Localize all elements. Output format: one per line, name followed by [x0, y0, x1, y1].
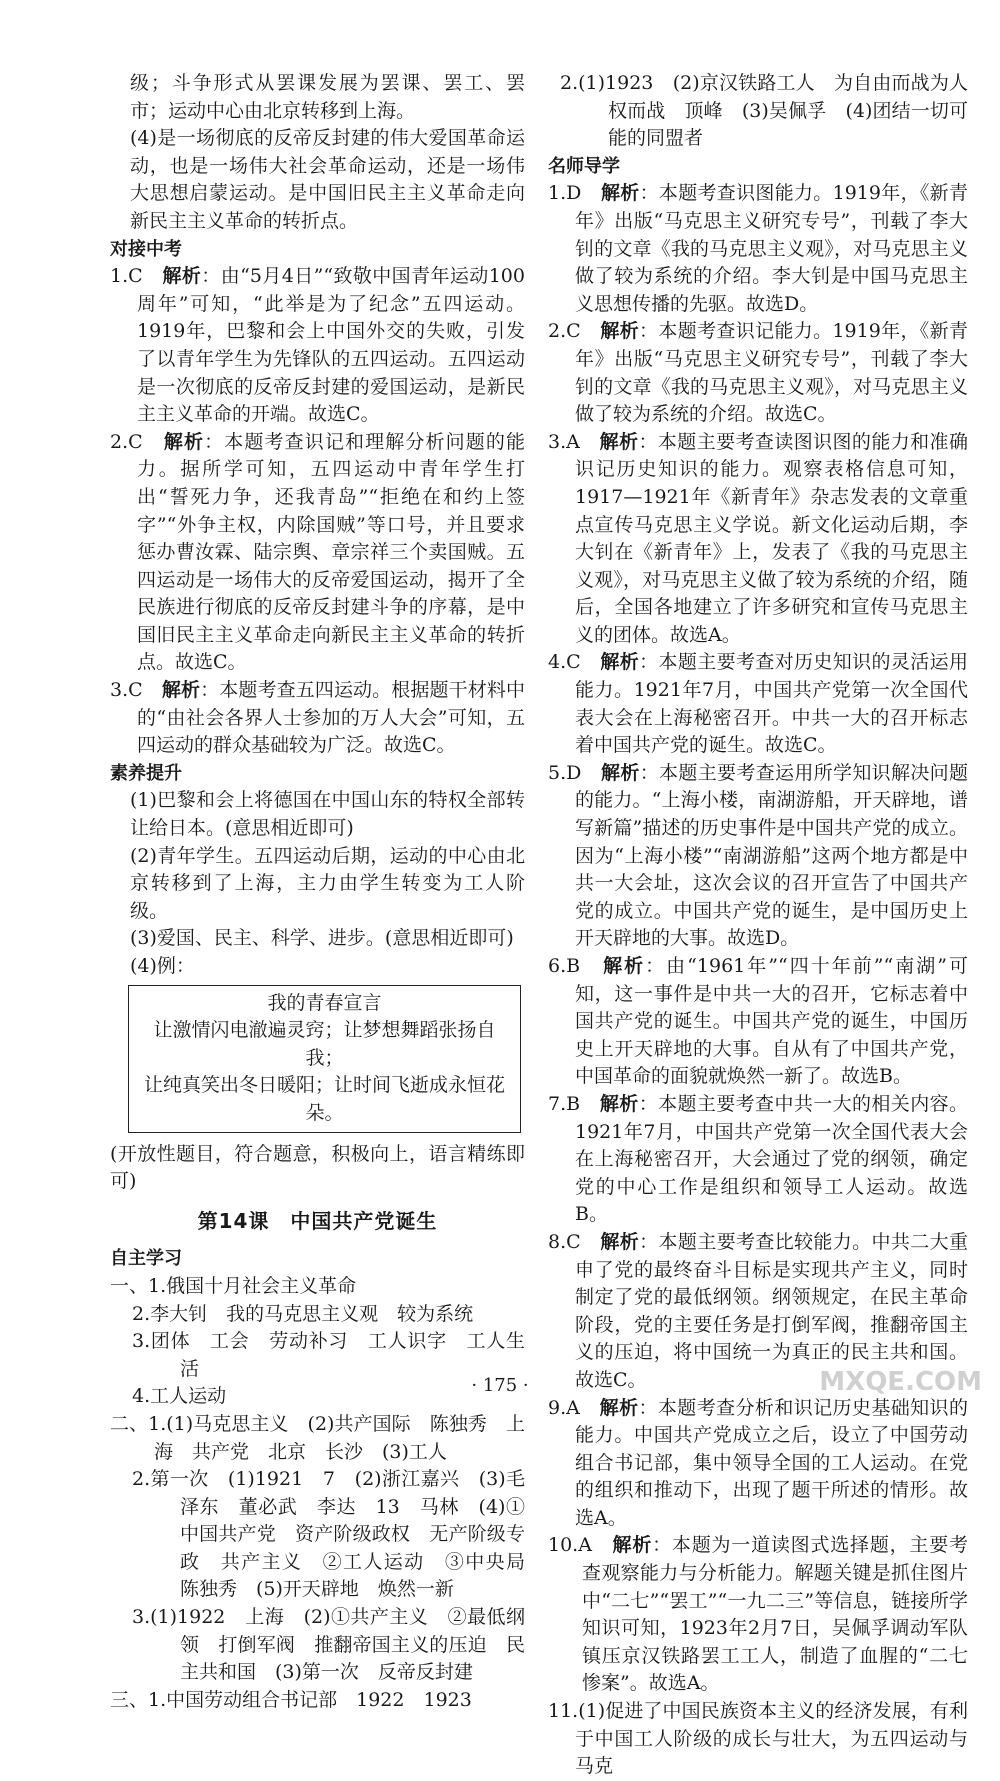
answer-item: 10.A 解析：本题为一道读图式选择题，主要考查观察能力与分析能力。解题关键是抓住图片中“二七”“罢工”“一九二三”等信息，链接所学知识可知，1923年2月7日，吴佩孚调动军队镇压京汉铁路罢工工人，制造了血腥的“二七惨案”。故选A。	[548, 1534, 968, 1695]
suyang-answer-4: (4)例：	[130, 955, 195, 977]
answer-item: 3.A 解析：本题主要考查读图识图的能力和准确识记历史知识的能力。观察表格信息可知，1917—1921年《新青年》杂志发表的文章重点宣传马克思主义学说。新文化运动后期，李大钊在《新青年》上，发表了《我的马克思主义观》，对马克思主义做了较为系统的介绍，随后，全国各地建立了许多研究和宣传马克思主义的团体。故选A。	[548, 430, 968, 646]
answer-item: 9.A 解析：本题考查分析和识记历史基础知识的能力。中国共产党成立之后，设立了中国劳动组合书记部，集中领导全国的工人运动。在党的组织和推动下，出现了题干所述的情形。故选A。	[548, 1396, 968, 1529]
answer-item: 11.(1)促进了中国民族资本主义的经济发展，有利于中国工人阶级的成长与壮大，为五四运动与马克	[548, 1700, 968, 1778]
watermark-logo: MXQE.COM	[819, 1367, 982, 1397]
section-heading-suyang: 素养提升	[110, 762, 182, 784]
zizhu-line: 一、1.俄国十月社会主义革命	[110, 1274, 357, 1297]
lesson-title: 第14课 中国共产党诞生	[197, 1208, 438, 1233]
answer-item: 1.D 解析：本题考查识图能力。1919年，《新青年》出版“马克思主义研究专号”，刊载了李大钊的文章《我的马克思主义观》，对马克思主义做了较为系统的介绍。李大钊是中国马克思主义思想传播的先驱。故选D。	[548, 182, 968, 315]
box-title: 我的青春宣言	[267, 991, 382, 1014]
zizhu-line: 3.(1)1922 上海 (2)①共产主义 ②最低纲领 打倒军阀 推翻帝国主义的压迫 民主共和国 (3)第一次 反帝反封建	[132, 1606, 525, 1684]
answer-item: 6.B 解析：由“1961年”“四十年前”“南湖”可知，这一事件是中共一大的召开，它标志着中国共产党的诞生。中国共产党的诞生，中国历史上开天辟地的大事。自从有了中国共产党，中国革命的面貌就焕然一新了。故选B。	[548, 955, 968, 1088]
section-heading-zizhu: 自主学习	[110, 1248, 182, 1270]
suyang-answer-2: (2)青年学生。五四运动后期，运动的中心由北京转移到了上海，主力由学生转变为工人阶级。	[130, 844, 525, 922]
zizhu-line: 二、1.(1)马克思主义 (2)共产国际 陈独秀 上海 共产党 北京 长沙 (3)工人	[110, 1412, 525, 1463]
zizhu-line: 三、1.中国劳动组合书记部 1922 1923	[110, 1688, 472, 1711]
zizhu-line: 2.李大钊 我的马克思主义观 较为系统	[132, 1302, 474, 1325]
intro-paragraph-2: (4)是一场彻底的反帝反封建的伟大爱国革命运动，也是一场伟大社会革命运动，还是一场伟大思想启蒙运动。是中国旧民主主义革命走向新民主主义革命的转折点。	[130, 127, 525, 232]
answer-item: 3.C 解析：本题考查五四运动。根据题干材料中的“由社会各界人士参加的万人大会”可知，五四运动的群众基础较为广泛。故选C。	[110, 679, 525, 757]
mingshi-answer-list	[548, 180, 968, 1780]
answer-item: 5.D 解析：本题主要考查运用所学知识解决问题的能力。“上海小楼，南湖游船，开天辟地，谱写新篇”描述的历史事件是中国共产党的成立。因为“上海小楼”“南湖游船”这两个地方都是中共一大会址，这次会议的召开宣告了中国共产党的成立。中国共产党的诞生，是中国历史上开天辟地的大事。故选D。	[548, 761, 968, 950]
suyang-answer-3: (3)爱国、民主、科学、进步。(意思相近即可)	[130, 927, 514, 950]
answer-item: 2.C 解析：本题考查识记能力。1919年，《新青年》出版“马克思主义研究专号”，刊载了李大钊的文章《我的马克思主义观》，对马克思主义做了较为系统的介绍。故选C。	[548, 320, 968, 426]
youth-declaration-box	[128, 985, 521, 1133]
intro-paragraph-1: 级；斗争形式从罢课发展为罢课、罢工、罢市；运动中心由北京转移到上海。	[130, 72, 525, 122]
box-line: 让激情闪电澈遍灵窍；让梦想舞蹈张扬自我；	[153, 1019, 496, 1069]
answer-item: 1.C 解析：由“5月4日”“致敬中国青年运动100周年”可知，“此举是为了纪念”五四运动。1919年，巴黎和会上中国外交的失败，引发了以青年学生为先锋队的五四运动。五四运动是一次彻底的反帝反封建的爱国运动，是新民主主义革命的开端。故选C。	[110, 265, 525, 426]
right-column	[548, 70, 968, 1781]
section-heading-zhongkao: 对接中考	[110, 238, 182, 260]
top-answer: 2.(1)1923 (2)京汉铁路工人 为自由而战为人权而战 顶峰 (3)吴佩孚 (4)团结一切可能的同盟者	[560, 72, 968, 150]
answer-item: 2.C 解析：本题考查识记和理解分析问题的能力。据所学可知，五四运动中青年学生打出“誓死力争，还我青岛”“拒绝在和约上签字”“外争主权，内除国贼”等口号，并且要求惩办曹汝霖、陆宗舆、章宗祥三个卖国贼。五四运动是一场伟大的反帝爱国运动，揭开了全民族进行彻底的反帝反封建斗争的序幕，是中国旧民主主义革命走向新民主主义革命的转折点。故选C。	[110, 430, 525, 674]
answer-item: 8.C 解析：本题主要考查比较能力。中共二大重申了党的最终奋斗目标是实现共产主义，同时制定了党的最低纲领。纲领规定，在民主革命阶段，党的主要任务是打倒军阀，推翻帝国主义的压迫，将中国统一为真正的民主共和国。故选C。	[548, 1230, 968, 1391]
answer-item: 7.B 解析：本题主要考查中共一大的相关内容。1921年7月，中国共产党第一次全国代表大会在上海秘密召开，大会通过了党的纲领，确定党的中心工作是组织和领导工人运动。故选B。	[548, 1092, 968, 1226]
section-heading-mingshi: 名师导学	[548, 155, 620, 177]
left-column	[110, 70, 545, 1714]
zizhu-line: 2.第一次 (1)1921 7 (2)浙江嘉兴 (3)毛泽东 董必武 李达 13 马林 (4)①中国共产党 资产阶级政权 无产阶级专政 共产主义 ②工人运动 ③中央局 陈独秀 (5)开天辟地 焕然一新	[132, 1468, 545, 1601]
zizhu-line: 3.团体 工会 劳动补习 工人识字 工人生活	[132, 1330, 525, 1380]
answer-item: 4.C 解析：本题主要考查对历史知识的灵活运用能力。1921年7月，中国共产党第一次全国代表大会在上海秘密召开。中共一大的召开标志着中国共产党的诞生。故选C。	[548, 651, 968, 757]
page-number: · 175 ·	[471, 1375, 529, 1396]
open-question-note: (开放性题目，符合题意，积极向上，语言精练即可)	[110, 1142, 525, 1193]
box-line: 让纯真笑出冬日暖阳；让时间飞逝成永恒花朵。	[143, 1074, 505, 1124]
zizhu-line: 4.工人运动	[132, 1385, 227, 1408]
suyang-answer-1: (1)巴黎和会上将德国在中国山东的特权全部转让给日本。(意思相近即可)	[130, 789, 525, 840]
